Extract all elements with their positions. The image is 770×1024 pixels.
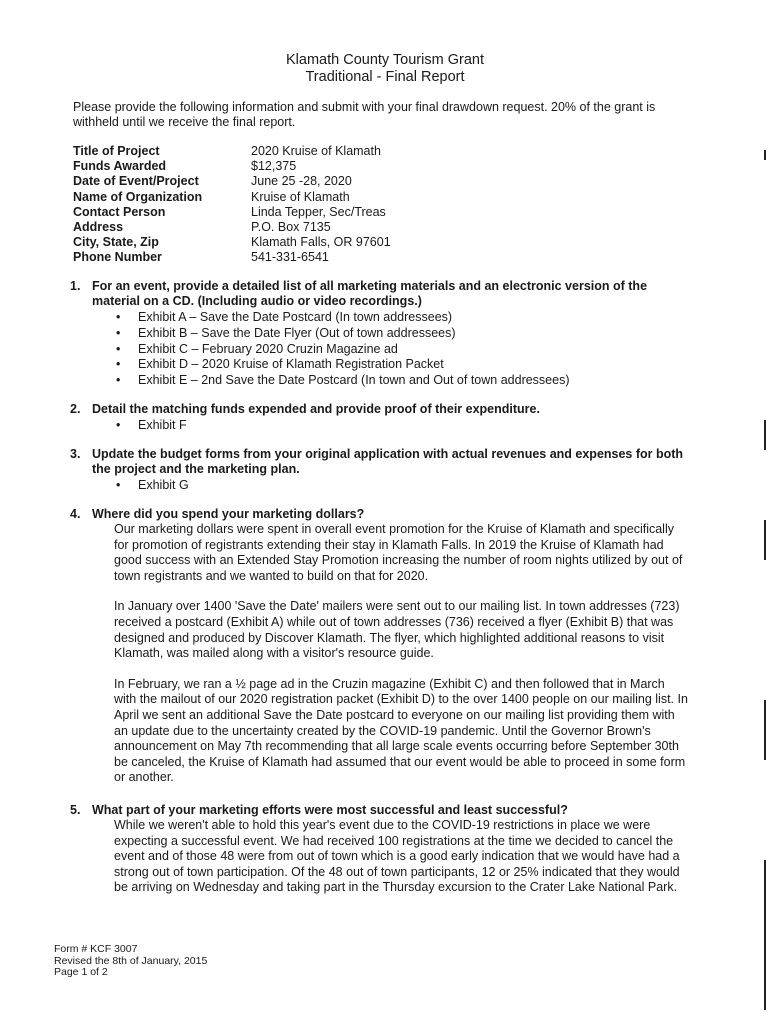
question-number: 2.: [70, 402, 81, 416]
exhibit-list: [70, 310, 690, 389]
info-row-phone: [73, 250, 391, 265]
info-row-contact: [73, 205, 391, 220]
info-value: 541-331-6541: [251, 250, 329, 265]
form-number: Form # KCF 3007: [54, 943, 138, 955]
info-value: P.O. Box 7135: [251, 220, 331, 235]
question-heading: [70, 402, 690, 417]
info-value: 2020 Kruise of Klamath: [251, 144, 381, 158]
info-row-city: [73, 235, 391, 250]
info-value: Kruise of Klamath: [251, 189, 350, 204]
question-number: 5.: [70, 803, 81, 817]
intro-paragraph: Please provide the following information and submit with your final drawdown request. 20% of the grant is withheld until we receive the final report.: [73, 100, 656, 129]
info-value: June 25 -28, 2020: [251, 174, 352, 189]
scan-edge-mark: [764, 860, 766, 1010]
info-row-date: [73, 174, 391, 189]
question-1: [70, 279, 690, 389]
question-4: [70, 507, 690, 798]
question-heading: [70, 279, 690, 309]
info-label: Title of Project: [73, 144, 160, 158]
info-row-address: [73, 220, 391, 235]
question-heading: [70, 507, 690, 522]
scan-edge-mark: [764, 520, 766, 560]
revision-date: Revised the 8th of January, 2015: [54, 954, 208, 967]
project-info-table: [73, 144, 391, 266]
document-subtitle: Traditional - Final Report: [305, 69, 465, 85]
question-number: 4.: [70, 507, 81, 521]
list-item: • Exhibit B – Save the Date Flyer (Out of town addressees): [70, 326, 690, 342]
question-text: Where did you spend your marketing dollars?: [92, 507, 365, 521]
answer-paragraph: While we weren't able to hold this year's event due to the COVID-19 restrictions in place we were expecting a successful event. We had received 100 registrations at the time we decided to cancel the event and of those 48 were from out of town which is a good early indication that we would have had a strong out of town participation. Of the 48 out of town participants, 12 or 25% indicated that they would be arriving on Wednesday and taking part in the Thursday excursion to the Crater Lake National Park.: [114, 818, 680, 895]
answer-paragraph: In January over 1400 'Save the Date' mailers were sent out to our mailing list. In town addresses (723) received a postcard (Exhibit A) while out of town addresses (736) received a flyer (Exhibit B) that was designed and produced by Discover Klamath. The flyer, which highlighted additional reasons to visit Klamath, was mailed along with a visitor's resource guide.: [114, 599, 680, 661]
scan-edge-mark: [764, 150, 766, 160]
info-value: Klamath Falls, OR 97601: [251, 235, 391, 250]
info-label: Address: [73, 220, 124, 235]
info-label: Phone Number: [73, 250, 162, 265]
list-item: • Exhibit F: [70, 418, 690, 434]
scan-edge-mark: [764, 420, 766, 450]
answer-paragraph: Our marketing dollars were spent in overall event promotion for the Kruise of Klamath and specifically for promotion of registrants extending their stay in Klamath Falls. In 2019 the Kruise of Klamath had good success with an Extended Stay Promotion increasing the number of room nights utilized by out of town registrants and we wanted to build on that for 2020.: [114, 522, 683, 583]
question-number: 1.: [70, 279, 81, 293]
list-item: • Exhibit D – 2020 Kruise of Klamath Registration Packet: [70, 357, 690, 373]
exhibit-list: [70, 478, 690, 494]
exhibit-list: [70, 418, 690, 434]
question-5: [70, 803, 690, 908]
question-2: [70, 402, 690, 434]
document-title: Klamath County Tourism Grant: [286, 52, 484, 68]
info-row-funds: [73, 159, 391, 174]
form-footer: [54, 944, 207, 979]
question-number: 3.: [70, 447, 81, 461]
question-text: What part of your marketing efforts were most successful and least successful?: [92, 803, 568, 817]
list-item: • Exhibit A – Save the Date Postcard (In town addressees): [70, 310, 690, 326]
page-number: Page 1 of 2: [54, 966, 108, 978]
scan-edge-mark: [764, 700, 766, 760]
info-value: Linda Tepper, Sec/Treas: [251, 204, 386, 219]
info-label: City, State, Zip: [73, 235, 159, 250]
info-row-title: [73, 144, 391, 159]
question-3: [70, 447, 690, 494]
info-value: $12,375: [251, 159, 297, 174]
answer-paragraph: In February, we ran a ½ page ad in the Cruzin magazine (Exhibit C) and then followed that in March with the mailout of our 2020 registration packet (Exhibit D) to the over 1400 people on our mailing list. In April we sent an additional Save the Date postcard to everyone on our mailing list providing them with an update due to the uncertainty created by the COVID-19 pandemic. Until the Governor Brown's announcement on May 7th recommending that all large scale events occurring before September 30th be canceled, the Kruise of Klamath had assumed that our event would be able to proceed in some form or another.: [114, 676, 688, 785]
list-item: • Exhibit G: [70, 478, 690, 494]
question-heading: [70, 447, 690, 477]
info-label: Contact Person: [73, 204, 166, 219]
question-text: For an event, provide a detailed list of all marketing materials and an electronic version of the material on a CD. (Including audio or video recordings.): [92, 279, 648, 308]
list-item: • Exhibit E – 2nd Save the Date Postcard (In town and Out of town addressees): [70, 373, 690, 389]
question-text: Update the budget forms from your original application with actual revenues and expenses for both the project and the marketing plan.: [92, 447, 684, 476]
info-row-organization: [73, 190, 391, 205]
list-item: • Exhibit C – February 2020 Cruzin Magazine ad: [70, 342, 690, 358]
info-label: Date of Event/Project: [73, 174, 199, 189]
question-heading: [70, 803, 690, 818]
question-text: Detail the matching funds expended and provide proof of their expenditure.: [92, 402, 540, 416]
info-label: Name of Organization: [73, 189, 203, 204]
info-label: Funds Awarded: [73, 159, 167, 174]
